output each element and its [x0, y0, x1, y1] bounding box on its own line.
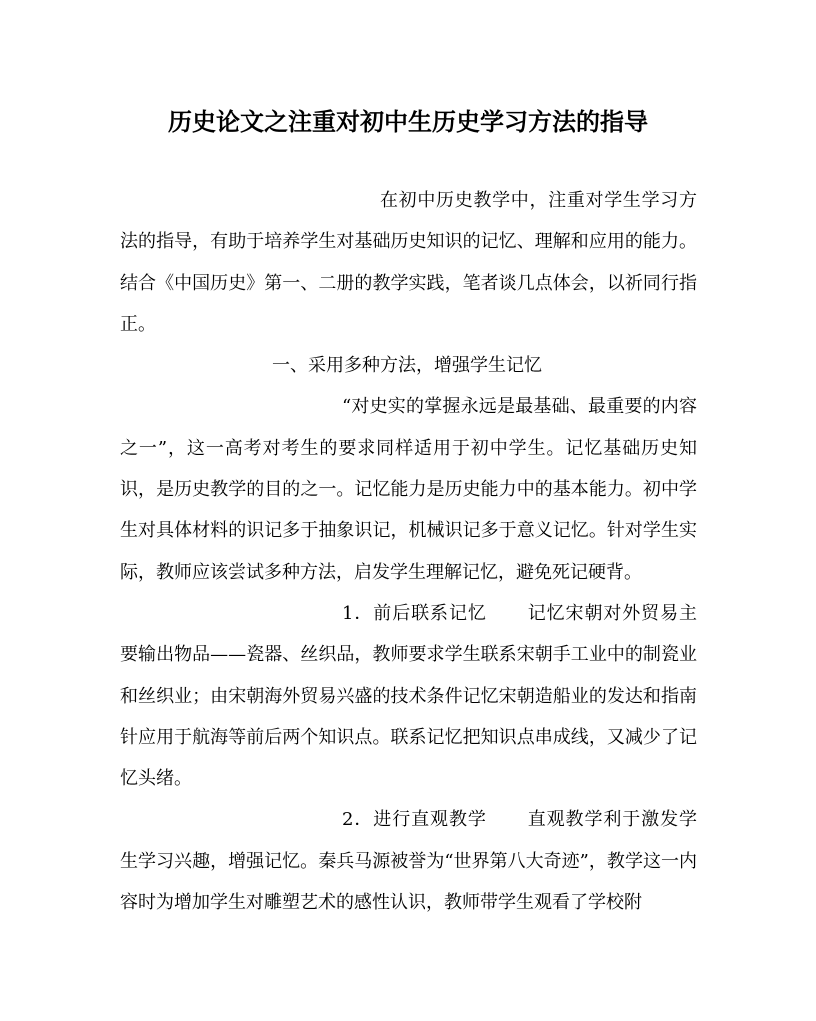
list-item-2-text: 直观教学利于激发学生学习兴趣，增强记忆。秦兵马源被誉为“世界第八大奇迹”，教学这一内容时为增加学生对雕塑艺术的感性认识，教师带学生观看了学校附 [120, 809, 698, 914]
intro-paragraph: 在初中历史教学中，注重对学生学习方法的指导，有助于培养学生对基础历史知识的记忆、理解和应用的能力。结合《中国历史》第一、二册的教学实践，笔者谈几点体会，以祈同行指正。 [120, 190, 697, 335]
list-item-1-text: 记忆宋朝对外贸易主要输出物品——瓷器、丝织品，教师要求学生联系宋朝手工业中的制瓷业和丝织业；由宋朝海外贸易兴盛的技术条件记忆宋朝造船业的发达和指南针应用于航海等前后两个知识点。联系记忆把知识点串成线，又减少了记忆头绪。 [120, 602, 698, 790]
document-title: 历史论文之注重对初中生历史学习方法的指导 [168, 107, 648, 136]
document-body [120, 180, 697, 923]
list-item-2 [120, 799, 697, 923]
list-item-1-label: 1．前后联系记忆 [342, 602, 487, 624]
list-item-2-label: 2．进行直观教学 [342, 809, 487, 831]
section-paragraph: “对史实的掌握永远是最基础、最重要的内容之一”，这一高考对考生的要求同样适用于初中学生。记忆基础历史知识，是历史教学的目的之一。记忆能力是历史能力中的基本能力。初中学生对具体材料的识记多于抽象识记，机械识记多于意义记忆。针对学生实际，教师应该尝试多种方法，启发学生理解记忆，避免死记硬背。 [120, 396, 697, 583]
list-item-1 [120, 593, 697, 799]
section-heading: 一、采用多种方法，增强学生记忆 [272, 355, 542, 377]
